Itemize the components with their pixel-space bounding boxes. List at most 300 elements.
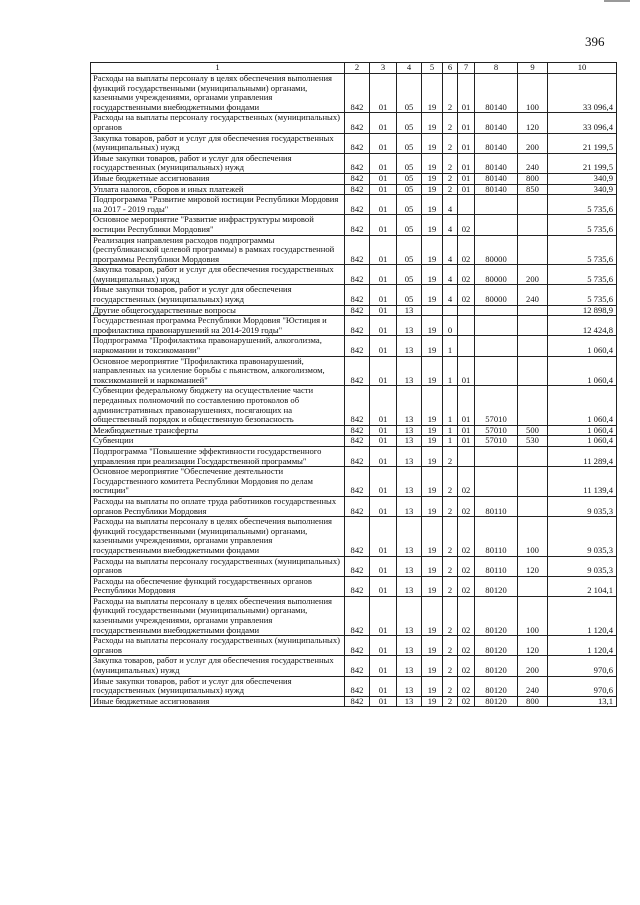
- row-code-cell: 01: [458, 436, 475, 447]
- row-code-cell: 05: [397, 153, 422, 173]
- row-code-cell: 19: [422, 235, 443, 265]
- row-code-cell: 120: [518, 556, 548, 576]
- row-code-cell: 19: [422, 446, 443, 466]
- row-code-cell: [518, 215, 548, 235]
- row-code-cell: 80140: [475, 173, 518, 184]
- row-code-cell: 01: [370, 113, 397, 133]
- row-code-cell: 842: [345, 133, 370, 153]
- row-description: Основное мероприятие "Обеспечение деятельности Государственного комитета Республики Мордовия по делам юстиции": [91, 467, 345, 497]
- row-code-cell: 842: [345, 153, 370, 173]
- row-description: Иные бюджетные ассигнования: [91, 173, 345, 184]
- row-description: Расходы на выплаты персоналу в целях обеспечения выполнения функций государственными (муниципальными) органами, казенными учреждениями, органами управления государственными внебюджетными фондами: [91, 74, 345, 113]
- row-code-cell: 05: [397, 74, 422, 113]
- row-code-cell: 842: [345, 336, 370, 356]
- row-code-cell: 13: [397, 636, 422, 656]
- row-code-cell: 13: [397, 425, 422, 436]
- row-code-cell: 19: [422, 153, 443, 173]
- row-code-cell: 19: [422, 316, 443, 336]
- row-code-cell: [458, 195, 475, 215]
- row-code-cell: 02: [458, 215, 475, 235]
- row-code-cell: 240: [518, 676, 548, 696]
- table-row: [91, 316, 617, 336]
- row-code-cell: 842: [345, 265, 370, 285]
- row-code-cell: 842: [345, 436, 370, 447]
- row-code-cell: 05: [397, 133, 422, 153]
- row-code-cell: 05: [397, 195, 422, 215]
- table-row: [91, 215, 617, 235]
- row-code-cell: 13: [397, 576, 422, 596]
- row-amount: 1 060,4: [548, 436, 617, 447]
- row-code-cell: 05: [397, 113, 422, 133]
- row-code-cell: 842: [345, 696, 370, 707]
- table-row: [91, 173, 617, 184]
- row-code-cell: 842: [345, 496, 370, 516]
- row-code-cell: 530: [518, 436, 548, 447]
- row-code-cell: 01: [370, 173, 397, 184]
- row-code-cell: 01: [370, 676, 397, 696]
- row-description: Государственная программа Республики Мордовия "Юстиция и профилактика правонарушений на 2014-2019 годы": [91, 316, 345, 336]
- row-description: Расходы на выплаты персоналу государственных (муниципальных) органов: [91, 556, 345, 576]
- row-code-cell: 1: [443, 336, 458, 356]
- row-description: Уплата налогов, сборов и иных платежей: [91, 184, 345, 195]
- row-code-cell: [475, 446, 518, 466]
- row-code-cell: 80120: [475, 656, 518, 676]
- row-amount: 1 060,4: [548, 386, 617, 425]
- row-code-cell: 2: [443, 576, 458, 596]
- row-code-cell: 19: [422, 215, 443, 235]
- row-code-cell: 4: [443, 195, 458, 215]
- row-description: Иные закупки товаров, работ и услуг для обеспечения государственных (муниципальных) нужд: [91, 153, 345, 173]
- row-code-cell: 13: [397, 467, 422, 497]
- row-amount: 9 035,3: [548, 517, 617, 556]
- row-amount: 1 060,4: [548, 336, 617, 356]
- row-amount: 970,6: [548, 656, 617, 676]
- row-code-cell: 19: [422, 74, 443, 113]
- row-code-cell: 80000: [475, 265, 518, 285]
- row-amount: 12 898,9: [548, 305, 617, 316]
- row-amount: 5 735,6: [548, 215, 617, 235]
- row-code-cell: 13: [397, 305, 422, 316]
- row-code-cell: 2: [443, 636, 458, 656]
- table-row: [91, 576, 617, 596]
- row-amount: 33 096,4: [548, 74, 617, 113]
- table-row: [91, 676, 617, 696]
- row-amount: 9 035,3: [548, 496, 617, 516]
- row-amount: 9 035,3: [548, 556, 617, 576]
- table-row: [91, 113, 617, 133]
- row-code-cell: 02: [458, 636, 475, 656]
- row-code-cell: 842: [345, 467, 370, 497]
- row-code-cell: 01: [458, 133, 475, 153]
- row-code-cell: 2: [443, 656, 458, 676]
- row-code-cell: 02: [458, 467, 475, 497]
- row-code-cell: 01: [370, 517, 397, 556]
- table-row: [91, 184, 617, 195]
- row-code-cell: 13: [397, 316, 422, 336]
- column-header: 5: [422, 63, 443, 74]
- row-code-cell: 01: [458, 153, 475, 173]
- column-header: 7: [458, 63, 475, 74]
- row-amount: 13,1: [548, 696, 617, 707]
- row-code-cell: 01: [370, 265, 397, 285]
- row-code-cell: 01: [458, 356, 475, 386]
- table-row: [91, 305, 617, 316]
- row-description: Реализация направления расходов подпрограммы (республиканской целевой программы) в рамках государственной программы Республики Мордовия: [91, 235, 345, 265]
- row-code-cell: [475, 195, 518, 215]
- row-code-cell: 02: [458, 556, 475, 576]
- row-code-cell: [518, 305, 548, 316]
- row-code-cell: 80000: [475, 285, 518, 305]
- row-description: Расходы на выплаты персоналу в целях обеспечения выполнения функций государственными (муниципальными) органами, казенными учреждениями, органами управления государственными внебюджетными фондами: [91, 517, 345, 556]
- row-code-cell: 850: [518, 184, 548, 195]
- row-code-cell: 02: [458, 656, 475, 676]
- row-code-cell: 13: [397, 356, 422, 386]
- row-description: Расходы на обеспечение функций государственных органов Республики Мордовия: [91, 576, 345, 596]
- column-header: 8: [475, 63, 518, 74]
- row-amount: 11 289,4: [548, 446, 617, 466]
- row-code-cell: 19: [422, 336, 443, 356]
- row-code-cell: 80120: [475, 636, 518, 656]
- budget-table-container: [90, 62, 616, 707]
- row-code-cell: [518, 235, 548, 265]
- row-code-cell: 2: [443, 696, 458, 707]
- table-row: [91, 496, 617, 516]
- row-code-cell: 13: [397, 696, 422, 707]
- row-code-cell: 80140: [475, 133, 518, 153]
- row-code-cell: 2: [443, 596, 458, 635]
- row-code-cell: 02: [458, 265, 475, 285]
- row-code-cell: 19: [422, 517, 443, 556]
- row-code-cell: 842: [345, 285, 370, 305]
- row-code-cell: 02: [458, 235, 475, 265]
- row-code-cell: 01: [370, 184, 397, 195]
- row-code-cell: 02: [458, 676, 475, 696]
- row-code-cell: 19: [422, 265, 443, 285]
- row-code-cell: 19: [422, 436, 443, 447]
- row-code-cell: 57010: [475, 425, 518, 436]
- table-body: [91, 74, 617, 707]
- row-code-cell: 200: [518, 133, 548, 153]
- scan-artifact: [604, 0, 630, 2]
- row-code-cell: 01: [370, 496, 397, 516]
- row-code-cell: 19: [422, 184, 443, 195]
- row-code-cell: 01: [370, 596, 397, 635]
- row-amount: 5 735,6: [548, 285, 617, 305]
- row-code-cell: 57010: [475, 386, 518, 425]
- row-description: Основное мероприятие "Развитие инфраструктуры мировой юстиции Республики Мордовия": [91, 215, 345, 235]
- row-code-cell: 842: [345, 517, 370, 556]
- row-code-cell: 4: [443, 235, 458, 265]
- table-row: [91, 235, 617, 265]
- row-code-cell: 80110: [475, 496, 518, 516]
- row-code-cell: 57010: [475, 436, 518, 447]
- row-code-cell: 19: [422, 556, 443, 576]
- row-code-cell: 19: [422, 133, 443, 153]
- row-code-cell: 01: [458, 425, 475, 436]
- row-code-cell: 500: [518, 425, 548, 436]
- row-code-cell: 02: [458, 285, 475, 305]
- column-header: 2: [345, 63, 370, 74]
- row-amount: 2 104,1: [548, 576, 617, 596]
- row-code-cell: 842: [345, 74, 370, 113]
- row-code-cell: 842: [345, 576, 370, 596]
- row-code-cell: [458, 316, 475, 336]
- row-code-cell: 2: [443, 467, 458, 497]
- row-code-cell: 01: [370, 696, 397, 707]
- row-code-cell: 842: [345, 636, 370, 656]
- row-code-cell: 1: [443, 436, 458, 447]
- row-code-cell: 100: [518, 74, 548, 113]
- row-code-cell: [518, 316, 548, 336]
- row-code-cell: 80120: [475, 696, 518, 707]
- row-code-cell: 80120: [475, 576, 518, 596]
- row-amount: 340,9: [548, 184, 617, 195]
- row-code-cell: 80000: [475, 235, 518, 265]
- table-row: [91, 265, 617, 285]
- row-code-cell: 842: [345, 556, 370, 576]
- column-header: 6: [443, 63, 458, 74]
- table-header-row: [91, 63, 617, 74]
- row-description: Закупка товаров, работ и услуг для обеспечения государственных (муниципальных) нужд: [91, 133, 345, 153]
- row-code-cell: 13: [397, 386, 422, 425]
- row-code-cell: 80140: [475, 113, 518, 133]
- row-amount: 1 120,4: [548, 596, 617, 635]
- row-code-cell: [422, 305, 443, 316]
- row-code-cell: [475, 467, 518, 497]
- row-code-cell: 01: [370, 436, 397, 447]
- row-code-cell: 02: [458, 517, 475, 556]
- row-code-cell: 80140: [475, 74, 518, 113]
- row-description: Расходы на выплаты персоналу в целях обеспечения выполнения функций государственными (муниципальными) органами, казенными учреждениями, органами управления государственными внебюджетными фондами: [91, 596, 345, 635]
- row-code-cell: 80110: [475, 556, 518, 576]
- row-amount: 33 096,4: [548, 113, 617, 133]
- row-code-cell: 01: [370, 133, 397, 153]
- row-code-cell: 01: [370, 636, 397, 656]
- row-code-cell: 842: [345, 195, 370, 215]
- row-code-cell: 2: [443, 517, 458, 556]
- row-code-cell: 80140: [475, 153, 518, 173]
- row-code-cell: 80120: [475, 596, 518, 635]
- table-row: [91, 436, 617, 447]
- row-code-cell: [475, 305, 518, 316]
- row-code-cell: [458, 446, 475, 466]
- row-code-cell: 01: [370, 215, 397, 235]
- row-code-cell: 2: [443, 556, 458, 576]
- row-code-cell: 800: [518, 173, 548, 184]
- row-code-cell: 1: [443, 356, 458, 386]
- row-description: Субвенции: [91, 436, 345, 447]
- table-row: [91, 356, 617, 386]
- row-code-cell: 0: [443, 316, 458, 336]
- row-code-cell: 19: [422, 285, 443, 305]
- row-amount: 1 120,4: [548, 636, 617, 656]
- row-code-cell: 19: [422, 496, 443, 516]
- row-code-cell: [518, 356, 548, 386]
- row-description: Другие общегосударственные вопросы: [91, 305, 345, 316]
- row-code-cell: [475, 336, 518, 356]
- row-code-cell: [518, 195, 548, 215]
- row-code-cell: 01: [458, 386, 475, 425]
- row-code-cell: [443, 305, 458, 316]
- row-amount: 11 139,4: [548, 467, 617, 497]
- row-code-cell: 01: [370, 576, 397, 596]
- row-description: Расходы на выплаты персоналу государственных (муниципальных) органов: [91, 636, 345, 656]
- row-code-cell: 01: [458, 74, 475, 113]
- row-code-cell: 13: [397, 556, 422, 576]
- row-code-cell: [475, 215, 518, 235]
- row-code-cell: 4: [443, 215, 458, 235]
- row-code-cell: 13: [397, 496, 422, 516]
- row-code-cell: 80110: [475, 517, 518, 556]
- row-code-cell: 13: [397, 446, 422, 466]
- row-code-cell: 02: [458, 596, 475, 635]
- table-row: [91, 386, 617, 425]
- row-code-cell: 842: [345, 596, 370, 635]
- row-description: Подпрограмма "Развитие мировой юстиции Республики Мордовия на 2017 - 2019 годы": [91, 195, 345, 215]
- budget-table: [90, 62, 617, 707]
- row-code-cell: 01: [370, 195, 397, 215]
- column-header: 3: [370, 63, 397, 74]
- row-code-cell: 842: [345, 184, 370, 195]
- table-row: [91, 696, 617, 707]
- row-code-cell: 842: [345, 656, 370, 676]
- row-code-cell: 842: [345, 676, 370, 696]
- table-row: [91, 336, 617, 356]
- row-code-cell: 05: [397, 173, 422, 184]
- row-code-cell: 2: [443, 446, 458, 466]
- row-code-cell: 13: [397, 517, 422, 556]
- row-code-cell: 13: [397, 436, 422, 447]
- row-code-cell: 01: [458, 184, 475, 195]
- row-code-cell: 13: [397, 676, 422, 696]
- row-code-cell: 100: [518, 596, 548, 635]
- row-code-cell: 05: [397, 265, 422, 285]
- row-code-cell: 19: [422, 356, 443, 386]
- row-code-cell: 842: [345, 386, 370, 425]
- row-description: Межбюджетные трансферты: [91, 425, 345, 436]
- row-code-cell: 842: [345, 113, 370, 133]
- row-code-cell: 02: [458, 576, 475, 596]
- row-amount: 5 735,6: [548, 235, 617, 265]
- row-code-cell: 842: [345, 305, 370, 316]
- row-description: Закупка товаров, работ и услуг для обеспечения государственных (муниципальных) нужд: [91, 656, 345, 676]
- row-code-cell: 13: [397, 336, 422, 356]
- row-code-cell: 19: [422, 173, 443, 184]
- row-code-cell: 1: [443, 386, 458, 425]
- row-code-cell: 19: [422, 596, 443, 635]
- table-row: [91, 556, 617, 576]
- row-code-cell: 01: [370, 74, 397, 113]
- row-code-cell: 120: [518, 636, 548, 656]
- row-code-cell: [458, 336, 475, 356]
- row-code-cell: 2: [443, 173, 458, 184]
- row-amount: 5 735,6: [548, 265, 617, 285]
- row-code-cell: 19: [422, 576, 443, 596]
- row-code-cell: 2: [443, 113, 458, 133]
- row-code-cell: 842: [345, 316, 370, 336]
- table-row: [91, 467, 617, 497]
- row-code-cell: 100: [518, 517, 548, 556]
- row-code-cell: 01: [370, 425, 397, 436]
- table-row: [91, 636, 617, 656]
- row-code-cell: 05: [397, 235, 422, 265]
- row-code-cell: 19: [422, 656, 443, 676]
- table-row: [91, 425, 617, 436]
- row-description: Основное мероприятие "Профилактика правонарушений, направленных на усиление борьбы с пьянством, алкоголизмом, токсикоманией и наркоманией": [91, 356, 345, 386]
- row-amount: 970,6: [548, 676, 617, 696]
- row-description: Субвенции федеральному бюджету на осуществление части переданных полномочий по составлению протоколов об административных правонарушениях, посягающих на общественный порядок и общественную безопасность: [91, 386, 345, 425]
- row-code-cell: 842: [345, 446, 370, 466]
- row-amount: 21 199,5: [548, 133, 617, 153]
- table-row: [91, 153, 617, 173]
- row-code-cell: 800: [518, 696, 548, 707]
- row-code-cell: 19: [422, 425, 443, 436]
- row-code-cell: 240: [518, 285, 548, 305]
- row-code-cell: 2: [443, 74, 458, 113]
- row-code-cell: 2: [443, 676, 458, 696]
- row-code-cell: 13: [397, 656, 422, 676]
- row-code-cell: 01: [370, 467, 397, 497]
- row-description: Закупка товаров, работ и услуг для обеспечения государственных (муниципальных) нужд: [91, 265, 345, 285]
- column-header: 4: [397, 63, 422, 74]
- row-code-cell: 842: [345, 356, 370, 386]
- row-code-cell: 842: [345, 235, 370, 265]
- row-code-cell: 4: [443, 285, 458, 305]
- row-amount: 340,9: [548, 173, 617, 184]
- row-code-cell: 01: [458, 173, 475, 184]
- row-code-cell: 01: [370, 235, 397, 265]
- row-code-cell: 19: [422, 467, 443, 497]
- row-code-cell: 05: [397, 184, 422, 195]
- row-code-cell: 01: [370, 336, 397, 356]
- row-amount: 1 060,4: [548, 356, 617, 386]
- row-code-cell: 02: [458, 496, 475, 516]
- row-code-cell: 02: [458, 696, 475, 707]
- row-code-cell: 1: [443, 425, 458, 436]
- row-code-cell: 13: [397, 596, 422, 635]
- table-row: [91, 195, 617, 215]
- row-code-cell: 01: [370, 316, 397, 336]
- row-amount: 1 060,4: [548, 425, 617, 436]
- row-description: Расходы на выплаты по оплате труда работников государственных органов Республики Мордовия: [91, 496, 345, 516]
- row-code-cell: 240: [518, 153, 548, 173]
- row-code-cell: 05: [397, 215, 422, 235]
- row-code-cell: 19: [422, 113, 443, 133]
- row-description: Иные закупки товаров, работ и услуг для обеспечения государственных (муниципальных) нужд: [91, 285, 345, 305]
- row-amount: 5 735,6: [548, 195, 617, 215]
- column-header: 10: [548, 63, 617, 74]
- row-code-cell: 2: [443, 496, 458, 516]
- table-row: [91, 517, 617, 556]
- table-row: [91, 596, 617, 635]
- row-code-cell: 842: [345, 215, 370, 235]
- row-code-cell: 01: [458, 113, 475, 133]
- row-code-cell: 01: [370, 305, 397, 316]
- row-code-cell: 842: [345, 173, 370, 184]
- row-description: Иные закупки товаров, работ и услуг для обеспечения государственных (муниципальных) нужд: [91, 676, 345, 696]
- row-code-cell: 19: [422, 636, 443, 656]
- row-description: Иные бюджетные ассигнования: [91, 696, 345, 707]
- row-code-cell: 01: [370, 356, 397, 386]
- table-row: [91, 133, 617, 153]
- table-row: [91, 446, 617, 466]
- row-code-cell: 2: [443, 153, 458, 173]
- column-header: 1: [91, 63, 345, 74]
- row-code-cell: 19: [422, 195, 443, 215]
- table-row: [91, 74, 617, 113]
- row-code-cell: 19: [422, 696, 443, 707]
- row-code-cell: 01: [370, 386, 397, 425]
